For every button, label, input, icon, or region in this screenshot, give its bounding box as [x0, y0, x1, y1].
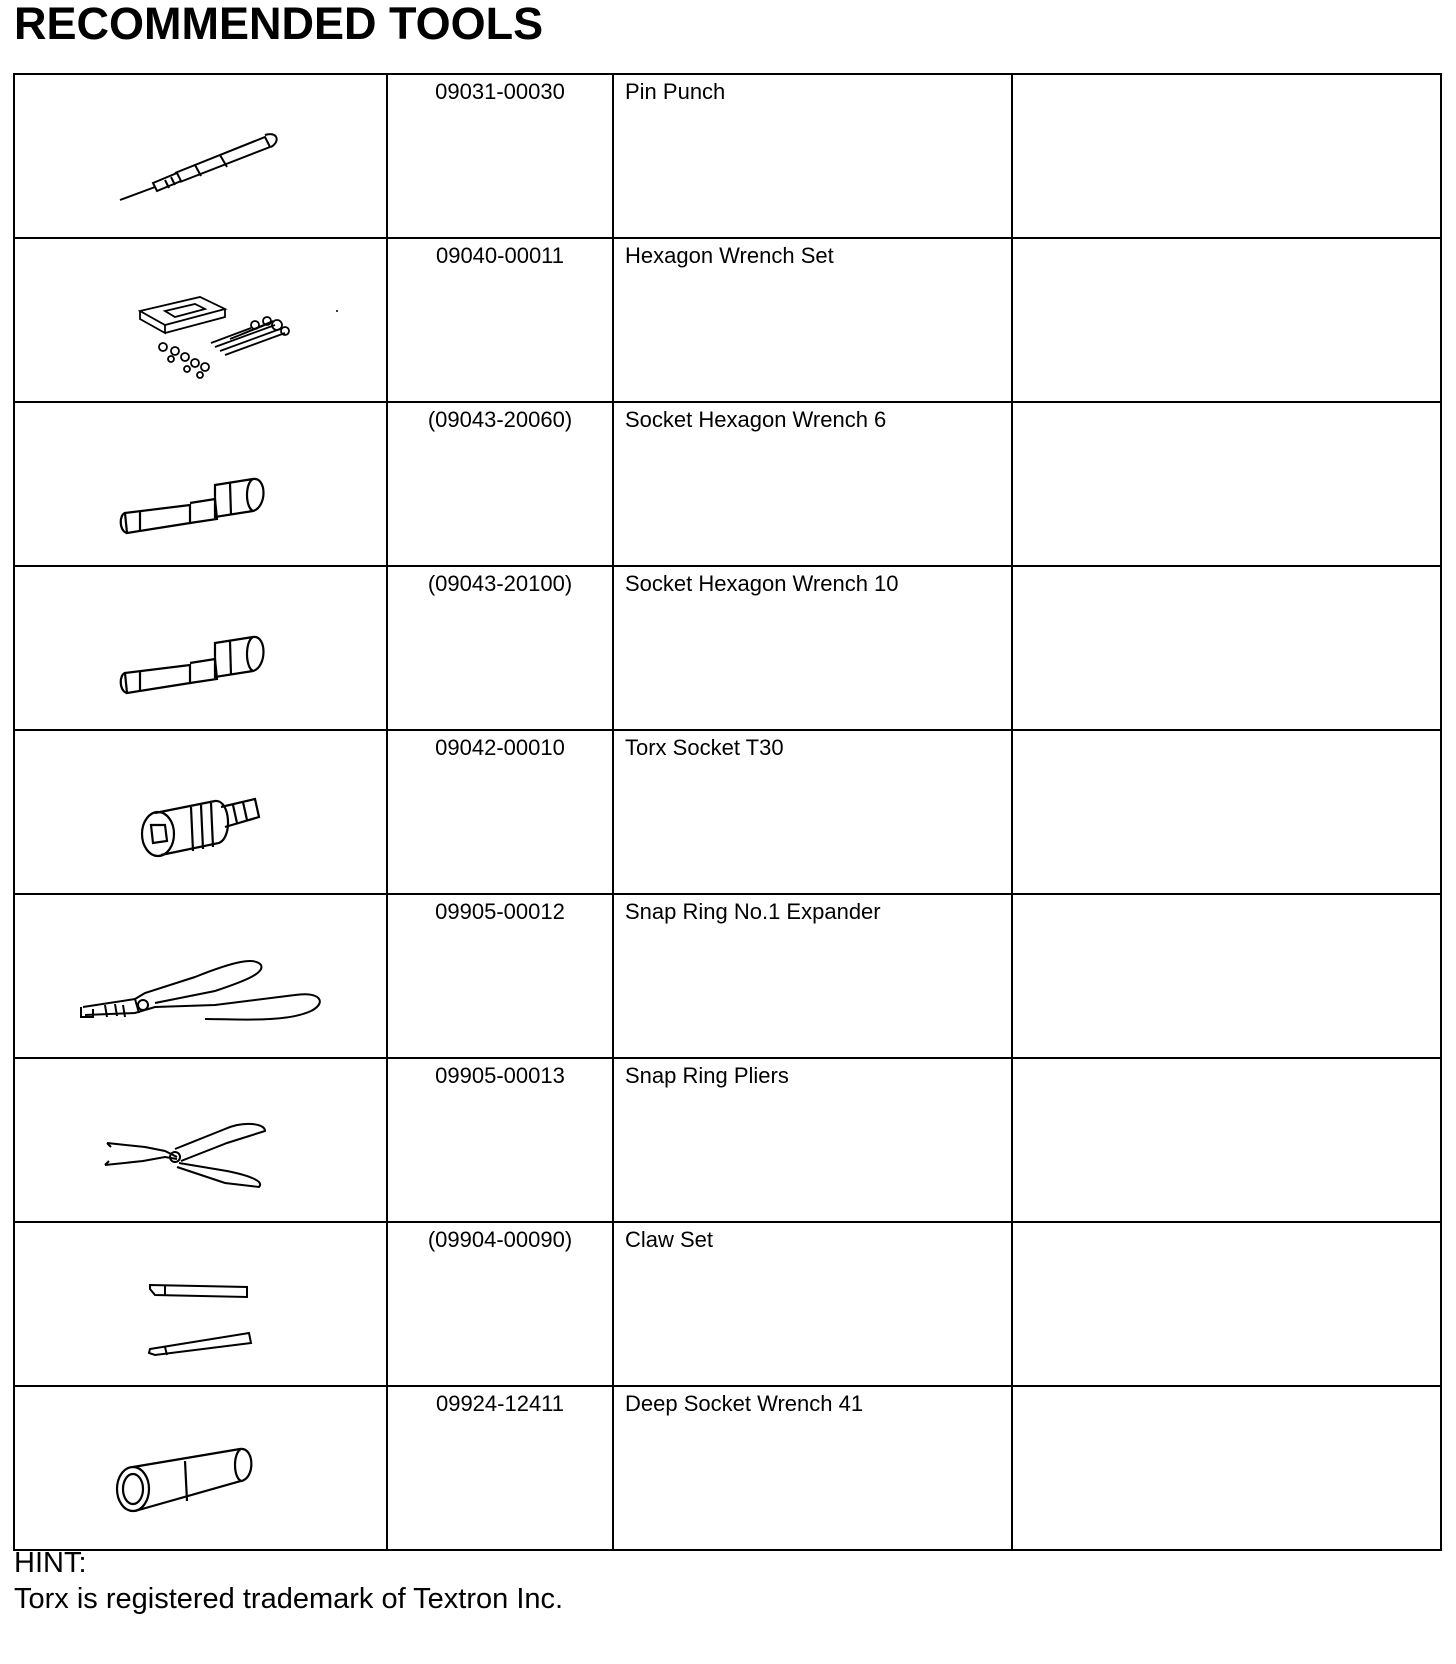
tools-table	[13, 73, 1442, 1551]
tool-image-cell	[14, 730, 387, 894]
part-number-cell	[387, 238, 613, 402]
tool-name: Snap Ring Pliers	[625, 1063, 789, 1088]
tool-name: Deep Socket Wrench 41	[625, 1391, 864, 1416]
part-number: 09905-00013	[435, 1063, 565, 1088]
tool-name-cell	[613, 1386, 1012, 1550]
part-number: 09040-00011	[435, 243, 565, 268]
table-row	[14, 894, 1441, 1058]
tool-name-cell	[613, 730, 1012, 894]
table-row	[14, 566, 1441, 730]
tool-name-cell	[613, 74, 1012, 238]
tool-name: Socket Hexagon Wrench 10	[625, 571, 899, 596]
tool-name: Claw Set	[625, 1227, 714, 1252]
tool-name: Socket Hexagon Wrench 6	[625, 407, 887, 432]
part-number-cell	[387, 730, 613, 894]
pin-punch-icon	[15, 75, 386, 233]
tool-name-cell	[613, 1222, 1012, 1386]
part-number-cell	[387, 566, 613, 730]
tool-image-cell	[14, 1058, 387, 1222]
tool-name: Snap Ring No.1 Expander	[625, 899, 881, 924]
snap-ring-expander-icon	[15, 895, 386, 1053]
part-number-cell	[387, 1058, 613, 1222]
part-number-cell	[387, 402, 613, 566]
part-number-cell	[387, 1222, 613, 1386]
part-number: 09924-12411	[435, 1391, 565, 1416]
tool-name-cell	[613, 1058, 1012, 1222]
tool-name-cell	[613, 402, 1012, 566]
hint-text: Torx is registered trademark of Textron Inc.	[14, 1583, 564, 1615]
note-cell	[1012, 402, 1441, 566]
part-number: (09043-20100)	[427, 571, 573, 596]
hint-label: HINT:	[14, 1547, 87, 1579]
part-number: 09905-00012	[435, 899, 565, 924]
table-row	[14, 238, 1441, 402]
tool-image-cell	[14, 74, 387, 238]
socket-hexagon-wrench-icon	[15, 567, 386, 725]
part-number: (09043-20060)	[427, 407, 573, 432]
note-cell	[1012, 730, 1441, 894]
note-cell	[1012, 74, 1441, 238]
tool-name-cell	[613, 894, 1012, 1058]
tool-image-cell	[14, 1222, 387, 1386]
note-cell	[1012, 894, 1441, 1058]
tool-image-cell	[14, 1386, 387, 1550]
tool-name-cell	[613, 238, 1012, 402]
note-cell	[1012, 238, 1441, 402]
note-cell	[1012, 1386, 1441, 1550]
hint-block	[14, 1545, 563, 1617]
table-row	[14, 730, 1441, 894]
part-number-cell	[387, 1386, 613, 1550]
tool-name: Pin Punch	[625, 79, 726, 104]
tool-image-cell	[14, 894, 387, 1058]
part-number-cell	[387, 74, 613, 238]
snap-ring-pliers-icon	[15, 1059, 386, 1217]
hexagon-wrench-set-icon	[15, 239, 386, 397]
table-row	[14, 74, 1441, 238]
tool-name: Torx Socket T30	[625, 735, 784, 760]
tool-image-cell	[14, 238, 387, 402]
deep-socket-wrench-icon	[15, 1387, 386, 1545]
tool-name-cell	[613, 566, 1012, 730]
note-cell	[1012, 1058, 1441, 1222]
page-title: RECOMMENDED TOOLS	[14, 0, 544, 49]
note-cell	[1012, 566, 1441, 730]
table-row	[14, 1386, 1441, 1550]
tool-name: Hexagon Wrench Set	[625, 243, 834, 268]
socket-hexagon-wrench-icon	[15, 403, 386, 561]
part-number: 09031-00030	[435, 79, 565, 104]
tool-image-cell	[14, 402, 387, 566]
part-number: (09904-00090)	[427, 1227, 573, 1252]
table-row	[14, 1222, 1441, 1386]
claw-set-icon	[15, 1223, 386, 1381]
part-number: 09042-00010	[435, 735, 565, 760]
torx-socket-icon	[15, 731, 386, 889]
part-number-cell	[387, 894, 613, 1058]
tool-image-cell	[14, 566, 387, 730]
table-row	[14, 1058, 1441, 1222]
table-row	[14, 402, 1441, 566]
note-cell	[1012, 1222, 1441, 1386]
